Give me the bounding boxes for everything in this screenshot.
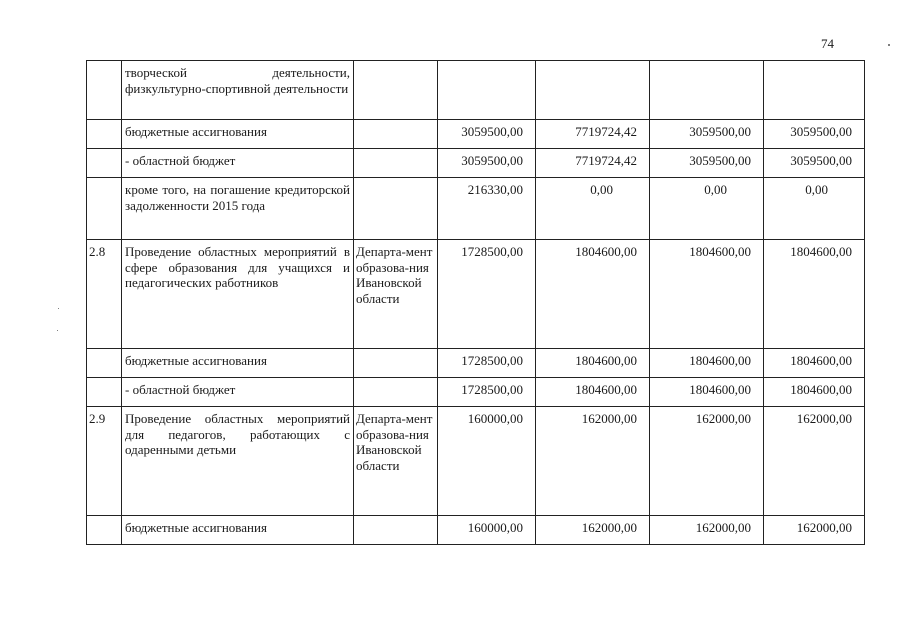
scan-speck	[888, 44, 890, 46]
row-value-1	[438, 61, 536, 120]
row-value-3	[650, 61, 764, 120]
row-number	[87, 516, 122, 545]
row-number	[87, 378, 122, 407]
row-number	[87, 149, 122, 178]
row-value-2	[536, 61, 650, 120]
row-responsible	[354, 516, 438, 545]
table-row	[87, 407, 865, 516]
table-row	[87, 378, 865, 407]
row-responsible: Департа-мент образова-ния Ивановской области	[354, 407, 438, 516]
budget-table	[86, 60, 865, 545]
row-value-3: 3059500,00	[650, 120, 764, 149]
row-value-4: 1804600,00	[764, 240, 865, 349]
row-value-1: 1728500,00	[438, 240, 536, 349]
page-number: 74	[821, 36, 834, 51]
table-row	[87, 240, 865, 349]
row-description: кроме того, на погашение кредиторской задолженности 2015 года	[122, 178, 354, 240]
row-value-2: 1804600,00	[536, 349, 650, 378]
row-value-4: 1804600,00	[764, 378, 865, 407]
row-value-1: 1728500,00	[438, 378, 536, 407]
row-value-1: 160000,00	[438, 516, 536, 545]
row-value-1: 216330,00	[438, 178, 536, 240]
row-number	[87, 61, 122, 120]
row-value-3: 0,00	[650, 178, 764, 240]
row-value-4: 162000,00	[764, 516, 865, 545]
row-value-4: 3059500,00	[764, 149, 865, 178]
row-number	[87, 120, 122, 149]
row-value-4: 162000,00	[764, 407, 865, 516]
row-value-3: 162000,00	[650, 516, 764, 545]
table-row	[87, 149, 865, 178]
row-value-1: 3059500,00	[438, 149, 536, 178]
row-value-2: 1804600,00	[536, 378, 650, 407]
scan-speck	[58, 308, 59, 309]
row-value-1: 160000,00	[438, 407, 536, 516]
table-row	[87, 61, 865, 120]
row-description: Проведение областных мероприятий для педагогов, работающих с одаренными детьми	[122, 407, 354, 516]
row-responsible	[354, 120, 438, 149]
row-number	[87, 178, 122, 240]
table-row	[87, 349, 865, 378]
scan-speck	[57, 330, 58, 331]
row-value-2: 7719724,42	[536, 120, 650, 149]
row-value-3: 1804600,00	[650, 378, 764, 407]
row-value-2: 0,00	[536, 178, 650, 240]
row-number	[87, 349, 122, 378]
row-description: Проведение областных мероприятий в сфере образования для учащихся и педагогических работников	[122, 240, 354, 349]
row-value-2: 162000,00	[536, 516, 650, 545]
row-number: 2.9	[87, 407, 122, 516]
table-row	[87, 178, 865, 240]
row-value-4	[764, 61, 865, 120]
row-value-1: 1728500,00	[438, 349, 536, 378]
row-responsible	[354, 61, 438, 120]
row-description: - областной бюджет	[122, 378, 354, 407]
row-responsible	[354, 149, 438, 178]
row-value-4: 3059500,00	[764, 120, 865, 149]
row-responsible	[354, 378, 438, 407]
row-description: бюджетные ассигнования	[122, 349, 354, 378]
row-value-2: 1804600,00	[536, 240, 650, 349]
row-responsible	[354, 349, 438, 378]
row-description: - областной бюджет	[122, 149, 354, 178]
row-value-1: 3059500,00	[438, 120, 536, 149]
row-description: бюджетные ассигнования	[122, 120, 354, 149]
row-value-4: 0,00	[764, 178, 865, 240]
row-value-3: 1804600,00	[650, 240, 764, 349]
row-value-3: 162000,00	[650, 407, 764, 516]
table-row	[87, 120, 865, 149]
row-responsible: Департа-мент образова-ния Ивановской области	[354, 240, 438, 349]
row-value-2: 162000,00	[536, 407, 650, 516]
row-description: творческой деятельности, физкультурно-спортивной деятельности	[122, 61, 354, 120]
table-row	[87, 516, 865, 545]
row-value-4: 1804600,00	[764, 349, 865, 378]
row-number: 2.8	[87, 240, 122, 349]
row-value-2: 7719724,42	[536, 149, 650, 178]
row-value-3: 3059500,00	[650, 149, 764, 178]
row-value-3: 1804600,00	[650, 349, 764, 378]
row-description: бюджетные ассигнования	[122, 516, 354, 545]
row-responsible	[354, 178, 438, 240]
